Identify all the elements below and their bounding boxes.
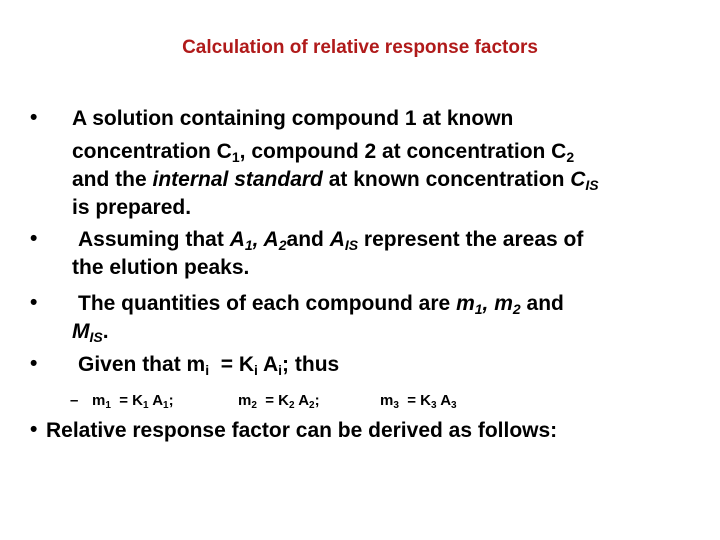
bullet-1-line-4: is prepared. bbox=[72, 196, 192, 219]
bullet-1-line-3: and the internal standard at known concentration $C_{IS}$ bbox=[72, 168, 599, 193]
equation-m3: $m_3 = K_3$ $A_3$ bbox=[380, 392, 457, 411]
bullet-dot: • bbox=[30, 291, 38, 314]
bullet-3-line-1: The quantities of each compound are $m_1$, $m_2$ and bbox=[78, 292, 564, 317]
slide-title: Calculation of relative response factors bbox=[182, 37, 538, 58]
bullet-2-line-1: Assuming that $A_1$, $A_2and$ $A_{IS}$ represent the areas of bbox=[78, 228, 584, 253]
bullet-dot: • bbox=[30, 227, 38, 250]
bullet-dot: • bbox=[30, 418, 38, 441]
sub-bullet-dash: – bbox=[70, 392, 79, 409]
bullet-4-line-1: Given that $m_i = K_i$ $A_i$; thus bbox=[78, 353, 340, 378]
bullet-dot: • bbox=[30, 352, 38, 375]
bullet-1-line-1: A solution containing compound 1 at known bbox=[72, 107, 514, 130]
equation-m1: $m_1 = K_1$ $A_1$; bbox=[92, 392, 174, 411]
bullet-dot: • bbox=[30, 106, 38, 129]
bullet-3-line-2: $M_{IS}$. bbox=[72, 320, 109, 345]
bullet-1-line-2: concentration $C_1$, compound 2 at concentration $C_2$ bbox=[72, 140, 575, 165]
equation-m2: $m_2 = K_2$ $A_2$; bbox=[238, 392, 320, 411]
bullet-5-line-1: Relative response factor can be derived as follows: bbox=[46, 419, 558, 442]
bullet-2-line-2: the elution peaks. bbox=[72, 256, 250, 279]
equation-row bbox=[70, 388, 710, 413]
